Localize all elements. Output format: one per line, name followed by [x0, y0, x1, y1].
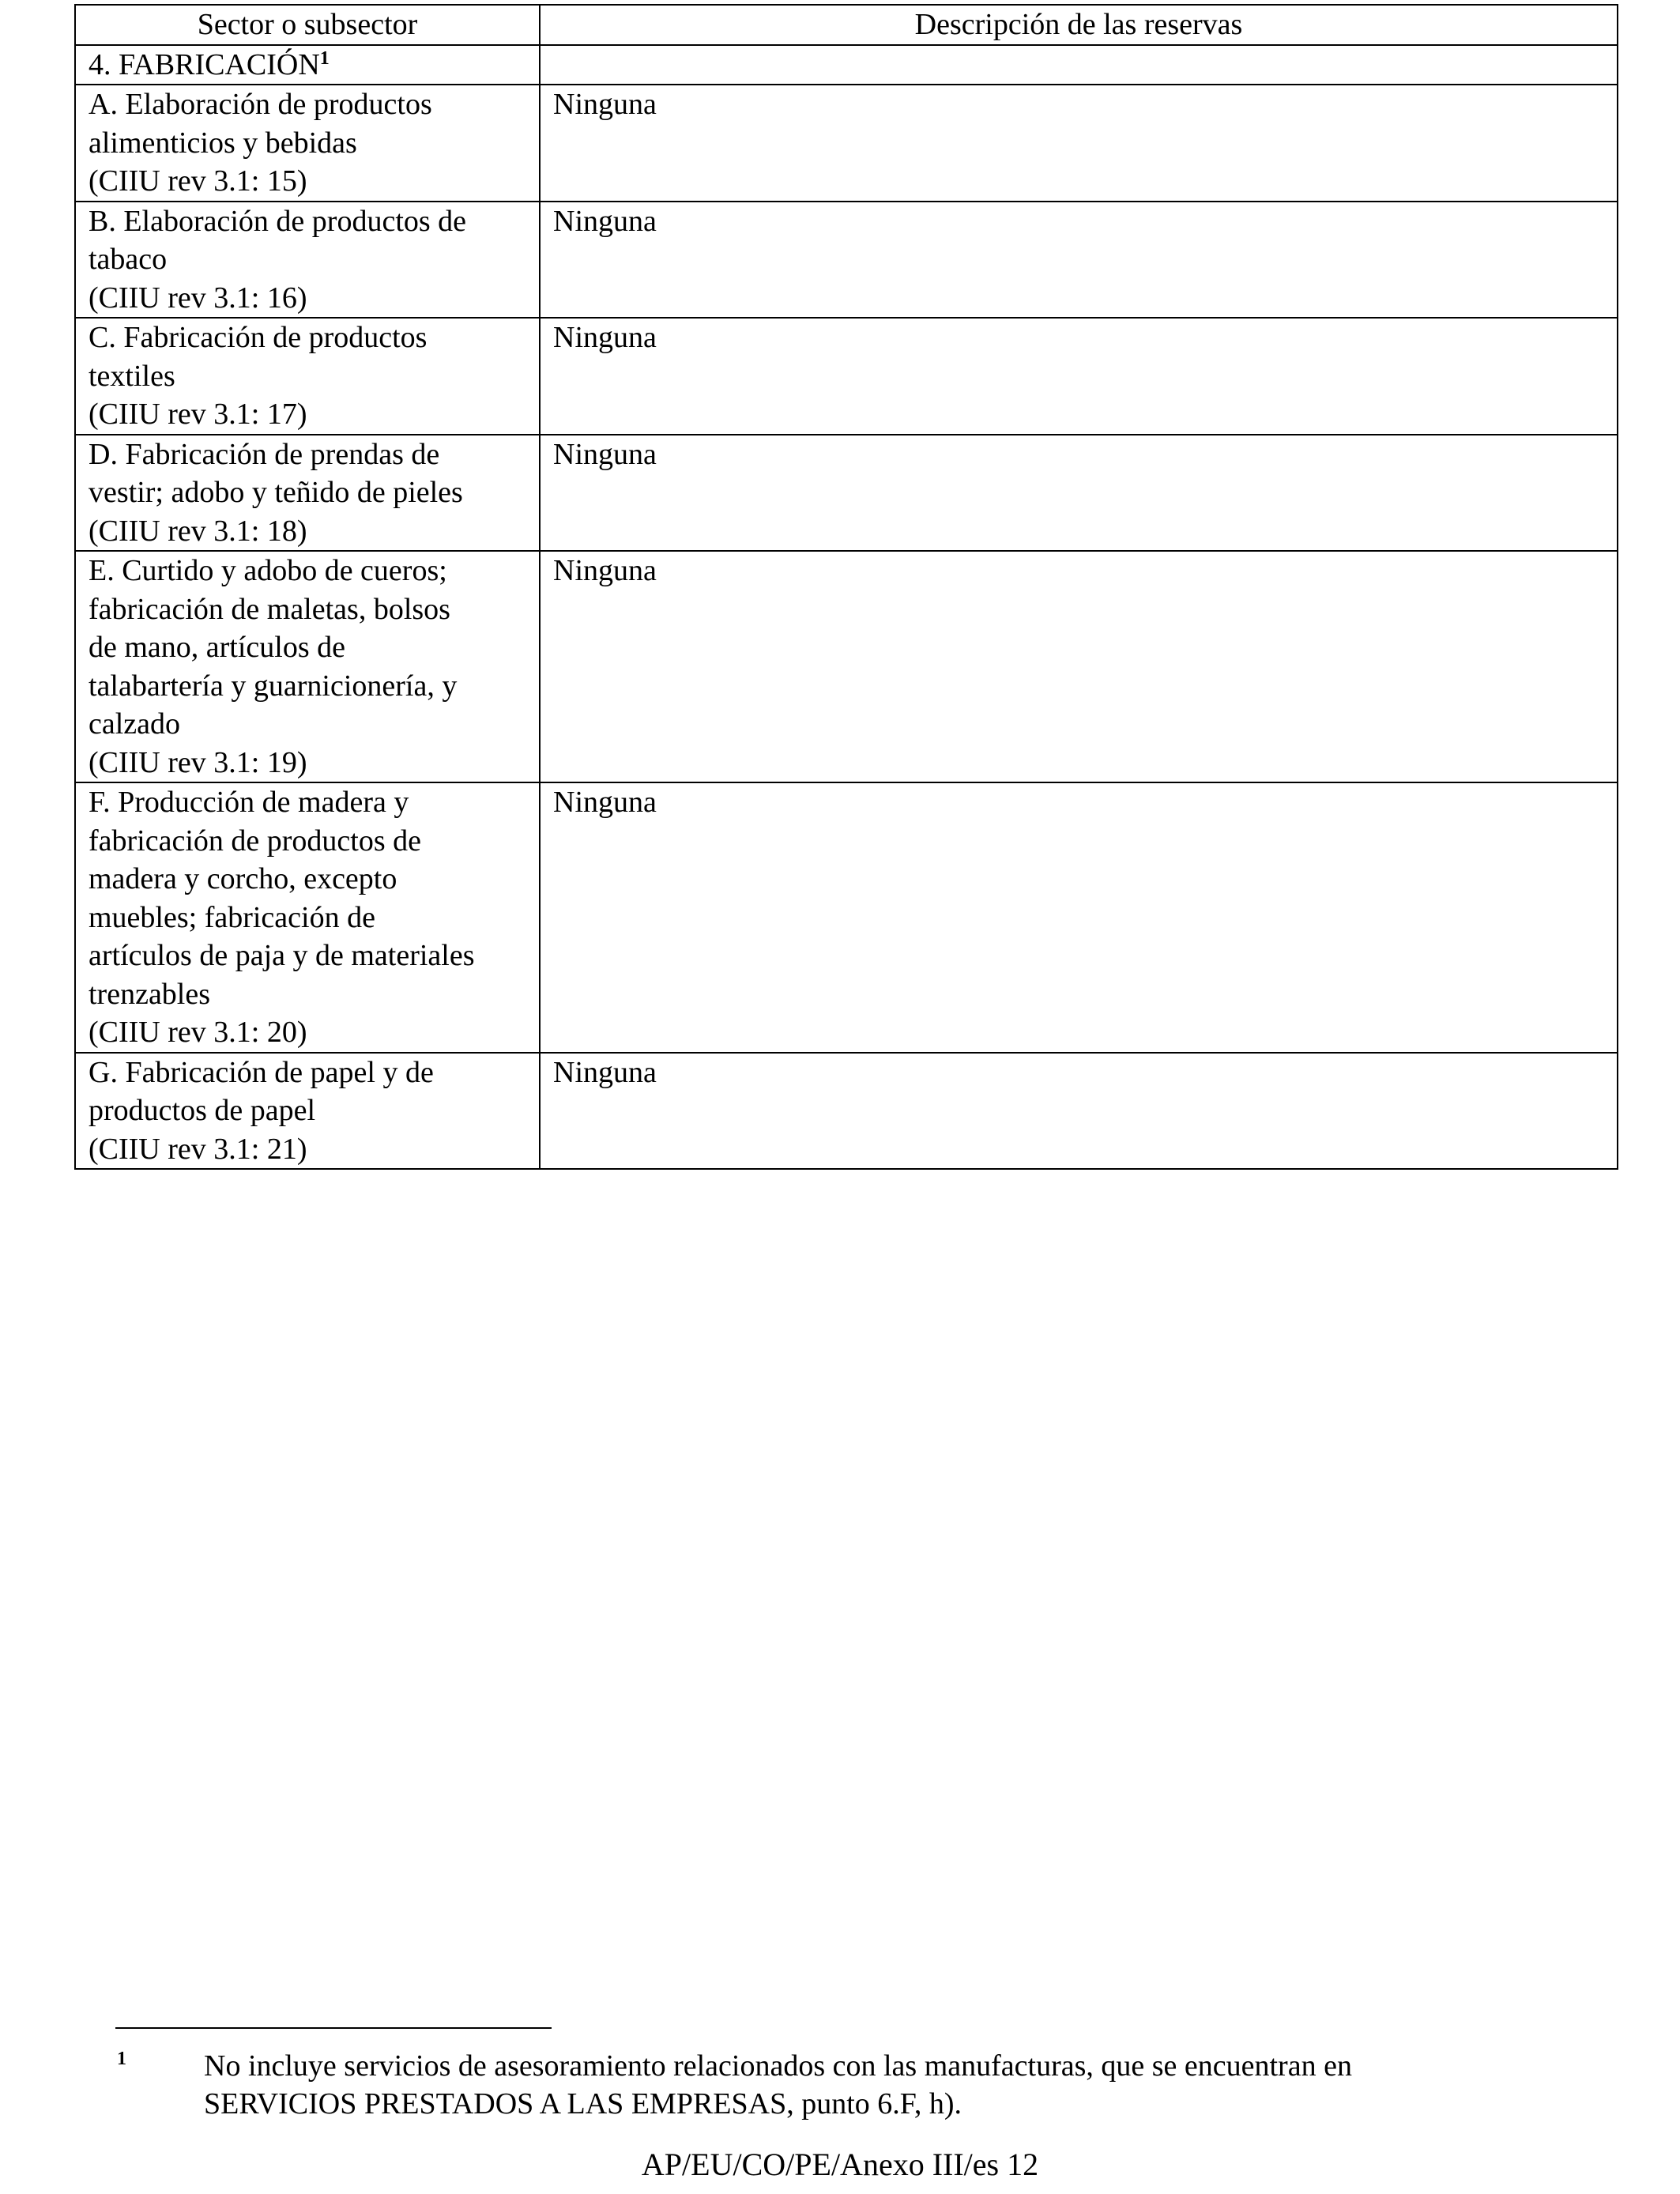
description-cell: Ninguna — [540, 782, 1618, 1053]
table-row — [75, 202, 1618, 319]
sector-line: D. Fabricación de prendas de — [89, 437, 440, 471]
page-footer: AP/EU/CO/PE/Anexo III/es 12 — [641, 2147, 1039, 2182]
sector-cell — [75, 202, 540, 319]
description-cell: Ninguna — [540, 318, 1618, 435]
sector-line: productos de papel — [89, 1094, 316, 1127]
footnote-line: SERVICIOS PRESTADOS A LAS EMPRESAS, punto 6.F, h). — [204, 2087, 962, 2120]
reservations-table — [74, 4, 1618, 1170]
section-title-cell — [75, 45, 540, 85]
section-description-cell — [540, 45, 1618, 85]
table-row — [75, 551, 1618, 782]
description-cell: Ninguna — [540, 551, 1618, 782]
sector-line: textiles — [89, 359, 175, 393]
sector-line: (CIIU rev 3.1: 20) — [89, 1016, 307, 1049]
sector-line: fabricación de productos de — [89, 824, 421, 858]
section-title: 4. FABRICACIÓN — [89, 47, 320, 81]
header-sector: Sector o subsector — [75, 5, 540, 45]
table-row — [75, 318, 1618, 435]
sector-line: de mano, artículos de — [89, 631, 346, 664]
footnote-line: No incluye servicios de asesoramiento relacionados con las manufacturas, que se encuentran en — [204, 2049, 1352, 2083]
sector-line: artículos de paja y de materiales — [89, 939, 475, 972]
description-cell: Ninguna — [540, 1053, 1618, 1170]
sector-cell — [75, 435, 540, 552]
sector-line: C. Fabricación de productos — [89, 321, 428, 354]
sector-line: muebles; fabricación de — [89, 900, 375, 934]
sector-line: E. Curtido y adobo de cueros; — [89, 554, 447, 587]
sector-cell — [75, 1053, 540, 1170]
sector-line: talabartería y guarnicionería, y — [89, 669, 458, 703]
footnote-text — [204, 2047, 1547, 2123]
description-cell: Ninguna — [540, 435, 1618, 552]
header-description: Descripción de las reservas — [540, 5, 1618, 45]
sector-line: B. Elaboración de productos de — [89, 204, 467, 238]
sector-cell — [75, 782, 540, 1053]
table-row — [75, 85, 1618, 202]
sector-line: (CIIU rev 3.1: 15) — [89, 164, 307, 198]
description-cell: Ninguna — [540, 85, 1618, 202]
sector-cell — [75, 551, 540, 782]
sector-line: fabricación de maletas, bolsos — [89, 592, 450, 626]
sector-line: F. Producción de madera y — [89, 786, 409, 819]
sector-line: (CIIU rev 3.1: 21) — [89, 1132, 307, 1166]
sector-line: G. Fabricación de papel y de — [89, 1055, 434, 1089]
footnote-separator — [115, 2027, 552, 2029]
description-cell: Ninguna — [540, 202, 1618, 319]
sector-cell — [75, 85, 540, 202]
header-row — [75, 5, 1618, 45]
footnote-mark: 1 — [117, 2049, 126, 2069]
sector-line: (CIIU rev 3.1: 19) — [89, 745, 307, 779]
sector-line: A. Elaboración de productos — [89, 88, 432, 121]
table-row — [75, 782, 1618, 1053]
sector-line: trenzables — [89, 977, 211, 1011]
sector-line: calzado — [89, 707, 181, 741]
sector-line: madera y corcho, excepto — [89, 862, 397, 895]
sector-line: vestir; adobo y teñido de pieles — [89, 476, 463, 509]
footnote-reference: 1 — [319, 47, 330, 69]
section-row — [75, 45, 1618, 85]
sector-line: (CIIU rev 3.1: 18) — [89, 514, 307, 548]
sector-line: (CIIU rev 3.1: 16) — [89, 281, 307, 315]
sector-line: tabaco — [89, 243, 168, 276]
sector-line: alimenticios y bebidas — [89, 126, 357, 160]
sector-line: (CIIU rev 3.1: 17) — [89, 398, 307, 431]
table-row — [75, 1053, 1618, 1170]
sector-cell — [75, 318, 540, 435]
table-row — [75, 435, 1618, 552]
